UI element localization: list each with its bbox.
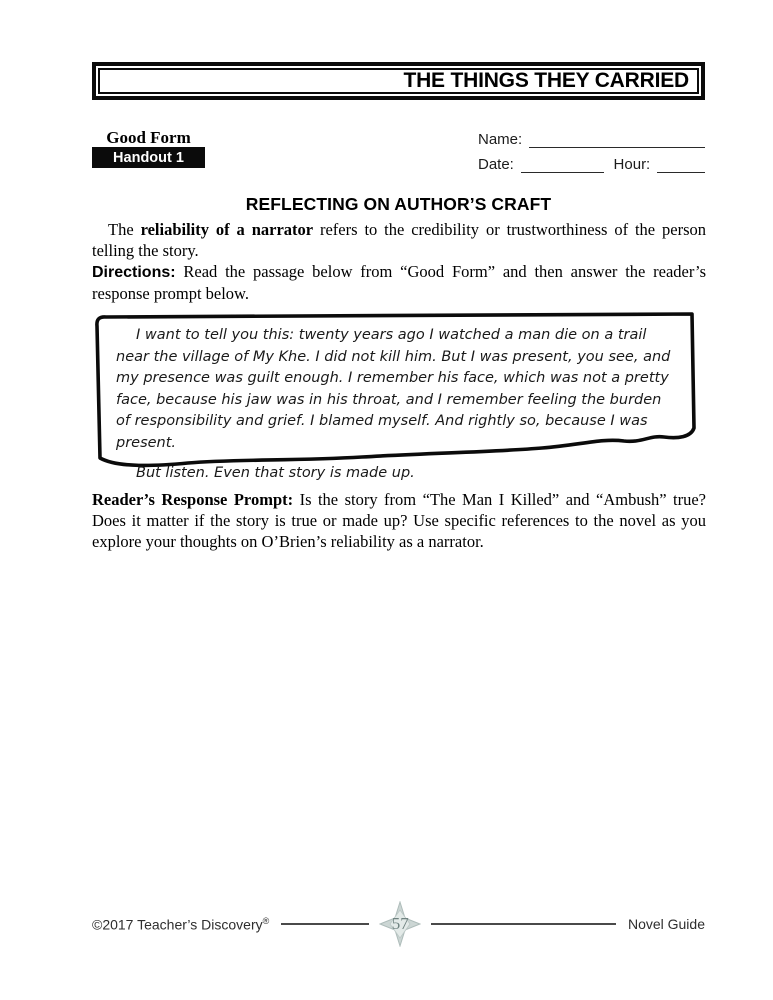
hour-blank-line (657, 156, 705, 173)
book-title: THE THINGS THEY CARRIED (403, 69, 689, 92)
prompt-paragraph (92, 489, 706, 552)
date-hour-row (478, 156, 705, 173)
passage-box (90, 310, 704, 481)
passage-paragraph-2: But listen. Even that story is made up. (136, 465, 415, 481)
brand-text: Novel Guide (627, 916, 705, 932)
footer-rule-right (431, 923, 616, 925)
directions-paragraph (92, 261, 706, 304)
name-label: Name: (478, 131, 523, 148)
book-title-box (92, 62, 705, 100)
hour-label: Hour: (613, 156, 651, 173)
name-blank-line (529, 131, 705, 148)
section-heading: REFLECTING ON AUTHOR’S CRAFT (245, 194, 552, 214)
page-number: 57 (391, 914, 409, 933)
intro-term: reliability of a narrator (140, 220, 314, 239)
unit-label: Good Form (106, 128, 191, 147)
directions-label: Directions: (92, 264, 176, 281)
prompt-label: Reader’s Response Prompt: (92, 490, 294, 509)
intro-paragraph (92, 219, 706, 261)
directions-text: Read the passage below from “Good Form” and then answer the reader’s response prompt below. (92, 262, 706, 303)
date-label: Date: (478, 156, 514, 173)
intro-lead: The (108, 220, 141, 239)
registered-mark: ® (262, 915, 270, 926)
passage-text (116, 325, 676, 485)
copyright-text: ©2017 Teacher’s Discovery® (92, 915, 270, 933)
page-footer (92, 908, 705, 940)
passage-paragraph-1: I want to tell you this: twenty years ago I watched a man die on a trail near the village of My Khe. I did not kill him. But I was present, you see, and my presence was guilt enough. I remember his face, which was not a pretty face, because his jaw was in his throat, and I remember feeling the burden of responsibility and grief. I blamed myself. And rightly so, because I was present. (116, 327, 671, 451)
handout-badge: Handout 1 (92, 147, 205, 168)
prompt-text: Is the story from “The Man I Killed” and “Ambush” true? Does it matter if the story is true or made up? Use specific references to the novel as you explore your thoughts on O’Brien’s reliability as a narrator. (92, 490, 707, 551)
book-title-inner-frame (98, 68, 699, 94)
footer-rule-left (281, 923, 369, 925)
name-row (478, 131, 705, 148)
date-blank-line (521, 156, 604, 173)
intro-rest: refers to the credibility or trustworthiness of the person telling the story. (92, 220, 707, 260)
page-number-ornament (379, 901, 421, 947)
